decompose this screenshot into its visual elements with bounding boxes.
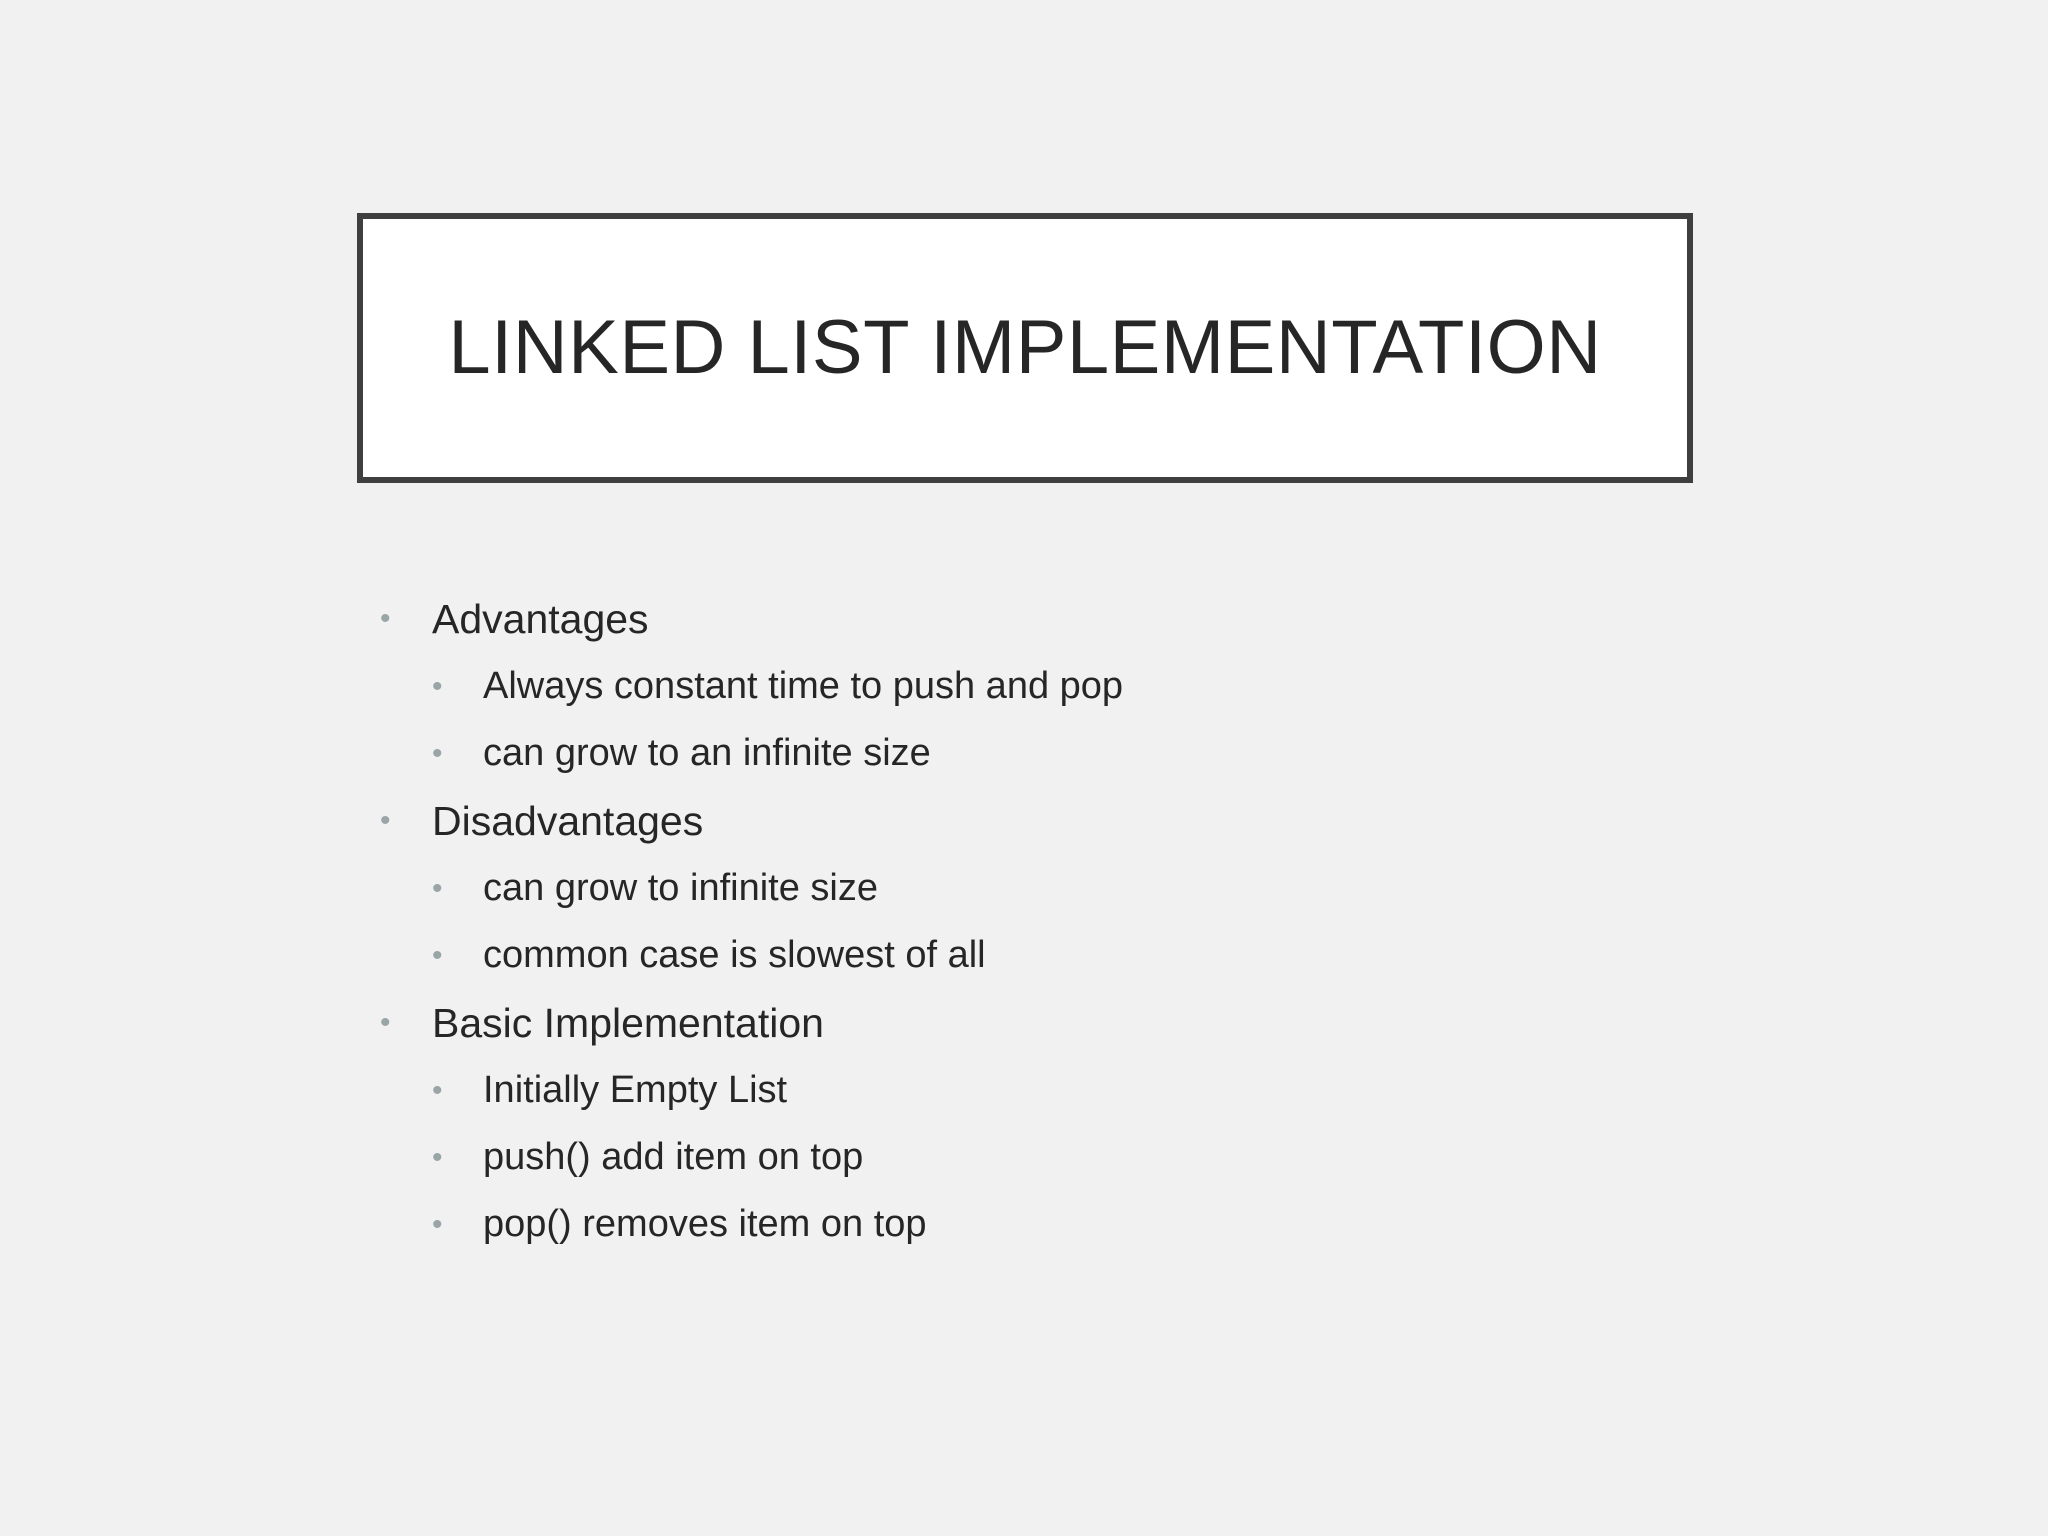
bullet-icon: •: [380, 1006, 391, 1039]
sub-bullet-item: [380, 1124, 1680, 1191]
sub-bullet-text: push() add item on top: [483, 1136, 864, 1178]
bullet-text: Advantages: [432, 595, 649, 642]
sub-bullet-text: can grow to infinite size: [483, 867, 878, 909]
bullet-icon: •: [380, 804, 391, 837]
sub-bullet-item: [380, 653, 1680, 720]
bullet-item-advantages: [380, 585, 1680, 653]
bullet-icon: •: [432, 938, 443, 972]
bullet-icon: •: [432, 669, 443, 703]
sub-bullet-text: common case is slowest of all: [483, 934, 986, 976]
bullet-icon: •: [432, 1207, 443, 1241]
sub-bullet-text: can grow to an infinite size: [483, 732, 931, 774]
bullet-icon: •: [432, 871, 443, 905]
bullet-list: [380, 585, 1680, 1258]
bullet-text: Basic Implementation: [432, 999, 824, 1046]
sub-bullet-text: pop() removes item on top: [483, 1203, 927, 1245]
sub-bullet-item: [380, 1191, 1680, 1258]
bullet-item-disadvantages: [380, 787, 1680, 855]
bullet-icon: •: [432, 1140, 443, 1174]
bullet-icon: •: [380, 602, 391, 635]
sub-bullet-item: [380, 855, 1680, 922]
bullet-item-basic-implementation: [380, 989, 1680, 1057]
sub-bullet-text: Always constant time to push and pop: [483, 665, 1124, 707]
bullet-icon: •: [432, 736, 443, 770]
bullet-text: Disadvantages: [432, 797, 704, 844]
sub-bullet-item: [380, 720, 1680, 787]
sub-bullet-text: Initially Empty List: [483, 1069, 788, 1111]
title-box: [357, 213, 1693, 483]
sub-bullet-item: [380, 922, 1680, 989]
bullet-icon: •: [432, 1073, 443, 1107]
slide-title: LINKED LIST IMPLEMENTATION: [448, 305, 1602, 390]
sub-bullet-item: [380, 1057, 1680, 1124]
